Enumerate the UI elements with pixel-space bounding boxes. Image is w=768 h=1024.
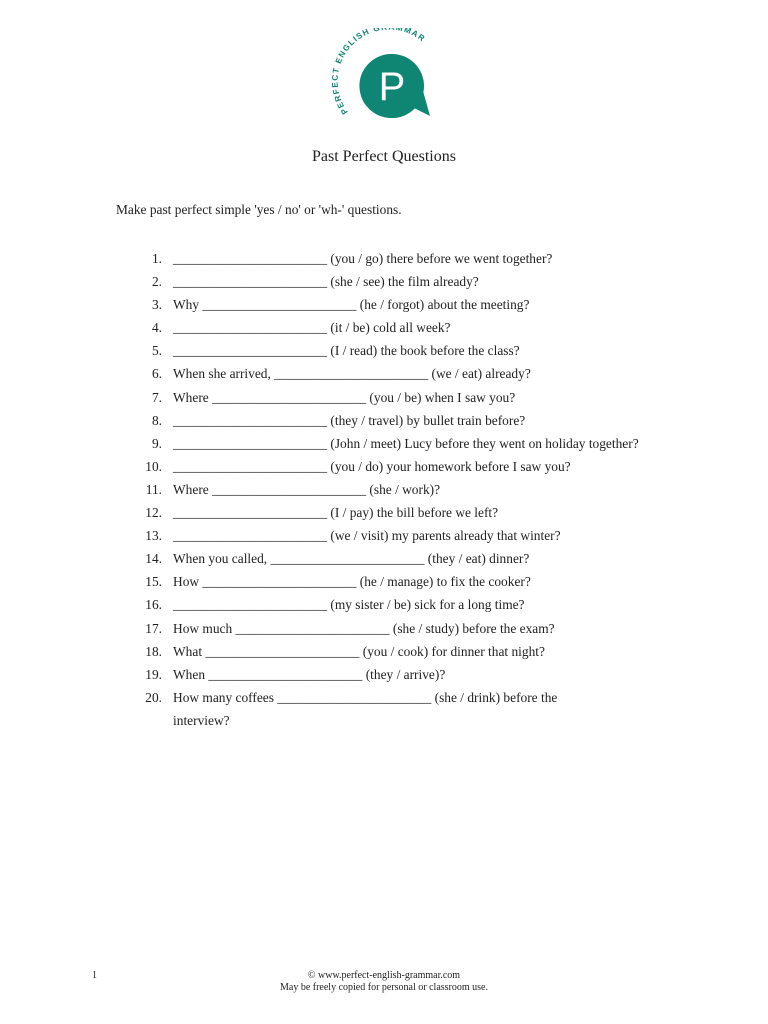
footer-copyright: © www.perfect-english-grammar.com: [307, 970, 461, 981]
question-item: [128, 362, 688, 385]
question-number: 10.: [145, 458, 162, 474]
question-text: _______________________ (we / visit) my parents already that winter?: [173, 528, 561, 544]
question-number: 12.: [145, 505, 162, 521]
question-number: 19.: [145, 666, 162, 682]
question-text: Where _______________________ (she / work)?: [173, 481, 441, 497]
question-number: 15.: [145, 574, 162, 590]
question-number: 9.: [151, 435, 162, 451]
question-item: [128, 524, 688, 547]
question-text: Why _______________________ (he / forgot) about the meeting?: [173, 297, 530, 313]
question-number: 13.: [145, 528, 162, 544]
question-text: _______________________ (I / pay) the bill before we left?: [173, 505, 499, 521]
question-text: How many coffees _______________________ (she / drink) before the interview?: [173, 689, 558, 728]
question-item: [128, 501, 688, 524]
question-item: [128, 293, 688, 316]
question-number: 18.: [145, 643, 162, 659]
question-text: _______________________ (it / be) cold all week?: [173, 320, 451, 336]
question-item: [128, 593, 688, 616]
question-item: [128, 386, 688, 409]
question-text: _______________________ (you / do) your homework before I saw you?: [173, 458, 571, 474]
question-number: 11.: [145, 481, 162, 497]
question-text: When she arrived, _______________________ (we / eat) already?: [173, 366, 531, 382]
question-item: [128, 547, 688, 570]
site-logo: [330, 28, 438, 124]
question-number: 14.: [145, 551, 162, 567]
question-item: [128, 570, 688, 593]
logo-arc-text: PERFECT ENGLISH G MMAR: [330, 28, 428, 116]
question-number: 1.: [151, 251, 162, 266]
question-item: [128, 640, 688, 663]
page-number: 1: [92, 970, 97, 981]
footer-note: May be freely copied for personal or classroom use.: [280, 982, 488, 993]
question-item: [128, 432, 688, 455]
question-item: [128, 478, 688, 501]
question-number: 4.: [151, 320, 162, 336]
question-text: When you called, _______________________ (they / eat) dinner?: [173, 551, 530, 567]
question-text: Where _______________________ (you / be) when I saw you?: [173, 389, 516, 405]
question-number: 3.: [151, 297, 162, 313]
question-text: _______________________ (she / see) the film already?: [173, 274, 479, 290]
question-item: [128, 686, 688, 732]
question-item: [128, 247, 688, 270]
question-text: _______________________ (they / travel) by bullet train before?: [173, 412, 526, 428]
question-number: 7.: [151, 389, 162, 405]
question-item: [128, 455, 688, 478]
question-number: 20.: [145, 689, 162, 705]
footer: [0, 970, 768, 994]
question-item: [128, 339, 688, 362]
question-number: 5.: [151, 343, 162, 359]
question-text: _______________________ (John / meet) Lucy before they went on holiday together?: [173, 435, 639, 451]
question-text: _______________________ (my sister / be) sick for a long time?: [173, 597, 525, 613]
question-number: 6.: [151, 366, 162, 382]
question-item: [128, 409, 688, 432]
question-text: _______________________ (you / go) there before we went together?: [173, 251, 553, 266]
question-number: 2.: [151, 274, 162, 290]
question-item: [128, 270, 688, 293]
logo-letter: P: [378, 65, 406, 109]
question-number: 8.: [151, 412, 162, 428]
page-title: Past Perfect Questions: [312, 148, 456, 165]
logo-graphic: [330, 28, 438, 124]
question-text: How _______________________ (he / manage) to fix the cooker?: [173, 574, 531, 590]
question-list: [128, 247, 688, 732]
question-text: _______________________ (I / read) the book before the class?: [173, 343, 520, 359]
question-number: 17.: [145, 620, 162, 636]
question-text: When _______________________ (they / arrive)?: [173, 666, 446, 682]
question-item: [128, 617, 688, 640]
question-item: [128, 316, 688, 339]
question-text: How much _______________________ (she / study) before the exam?: [173, 620, 555, 636]
question-item: [128, 663, 688, 686]
question-text: What _______________________ (you / cook) for dinner that night?: [173, 643, 545, 659]
question-number: 16.: [145, 597, 162, 613]
instructions-text: Make past perfect simple 'yes / no' or 'wh-' questions.: [116, 202, 402, 217]
